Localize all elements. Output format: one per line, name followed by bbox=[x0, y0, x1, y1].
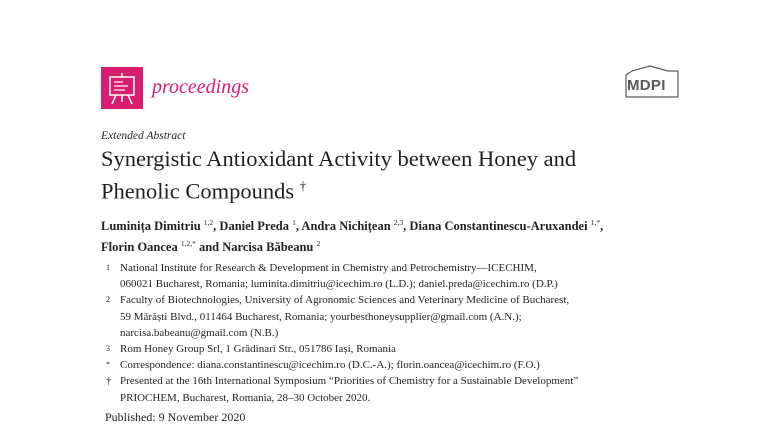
title-line-1: Synergistic Antioxidant Activity between Honey and bbox=[101, 146, 577, 171]
paper-title bbox=[101, 145, 721, 205]
affiliation-mark: * bbox=[106, 360, 110, 370]
published-date: Published: 9 November 2020 bbox=[105, 410, 246, 424]
author-list: Luminița Dimitriu $^{1,2}$, Daniel Preda $^1$, Andra Nichițean $^{2,3}$, Diana Constantinescu-Aruxandei $^{1,*}$, Florin Oancea $^{1,2,*}$ and Narcisa Băbeanu $^2$ bbox=[101, 218, 604, 255]
journal-logo bbox=[101, 67, 143, 109]
author-affil: 1,2 bbox=[203, 218, 214, 227]
journal-name: proceedings bbox=[152, 76, 250, 98]
affiliation-mark: † bbox=[106, 375, 112, 388]
affiliation-item: 3 Rom Honey Group Srl, 1 Grădinari Str., 051786 Iași, Romania bbox=[101, 341, 741, 357]
author-affil: 2 bbox=[316, 239, 321, 249]
title-line-2: Phenolic Compounds bbox=[101, 178, 295, 204]
presentation-note: † Presented at the 16th International Symposium “Priorities of Chemistry for a Sustainable Development” PRIOCHEM, Bucharest, Romania, 28–30 October 2020. bbox=[101, 373, 741, 405]
author-name[interactable]: Narcisa Băbeanu bbox=[222, 240, 314, 255]
affiliation-mark: 3 bbox=[106, 344, 110, 354]
affiliation-mark: 1 bbox=[106, 263, 110, 272]
affiliation-item: 2 Faculty of Biotechnologies, University of Agronomic Sciences and Veterinary Medicine of Bucharest, 59 Mărăști Blvd., 011464 Bucharest, Romania; yourbesthoneysupplier@gmail.com (A.N.); narcisa.babeanu@gmail.com (N.B.) bbox=[101, 292, 741, 341]
easel-icon bbox=[101, 67, 143, 109]
author-affil: 1,2,* bbox=[180, 239, 196, 249]
author-name[interactable]: Daniel Preda bbox=[219, 219, 289, 234]
affiliation-item: 1 National Institute for Research & Development in Chemistry and Petrochemistry—ICECHIM, 060021 Bucharest, Romania; luminita.dimitriu@icechim.ro (L.D.); daniel.preda@icechim.ro (D.P.) bbox=[101, 260, 741, 292]
affiliation-mark: 2 bbox=[106, 295, 110, 305]
author-name[interactable]: Andra Nichițean bbox=[301, 219, 391, 234]
author-name[interactable]: Diana Constantinescu-Aruxandei bbox=[409, 219, 588, 234]
author-name[interactable]: Florin Oancea bbox=[101, 240, 178, 255]
title-footnote-mark: † bbox=[299, 178, 307, 193]
correspondence-item: * Correspondence: diana.constantinescu@icechim.ro (D.C.-A.); florin.oancea@icechim.ro (F.O.) bbox=[101, 357, 741, 373]
affiliation-list bbox=[101, 260, 741, 406]
article-type: Extended Abstract bbox=[101, 130, 186, 142]
publisher-logo: MDPI bbox=[627, 77, 666, 94]
author-affil: 1,* bbox=[590, 218, 601, 227]
author-affil: 2,3 bbox=[393, 218, 404, 227]
author-name[interactable]: Luminița Dimitriu bbox=[101, 219, 201, 234]
author-affil: 1 bbox=[292, 218, 296, 227]
